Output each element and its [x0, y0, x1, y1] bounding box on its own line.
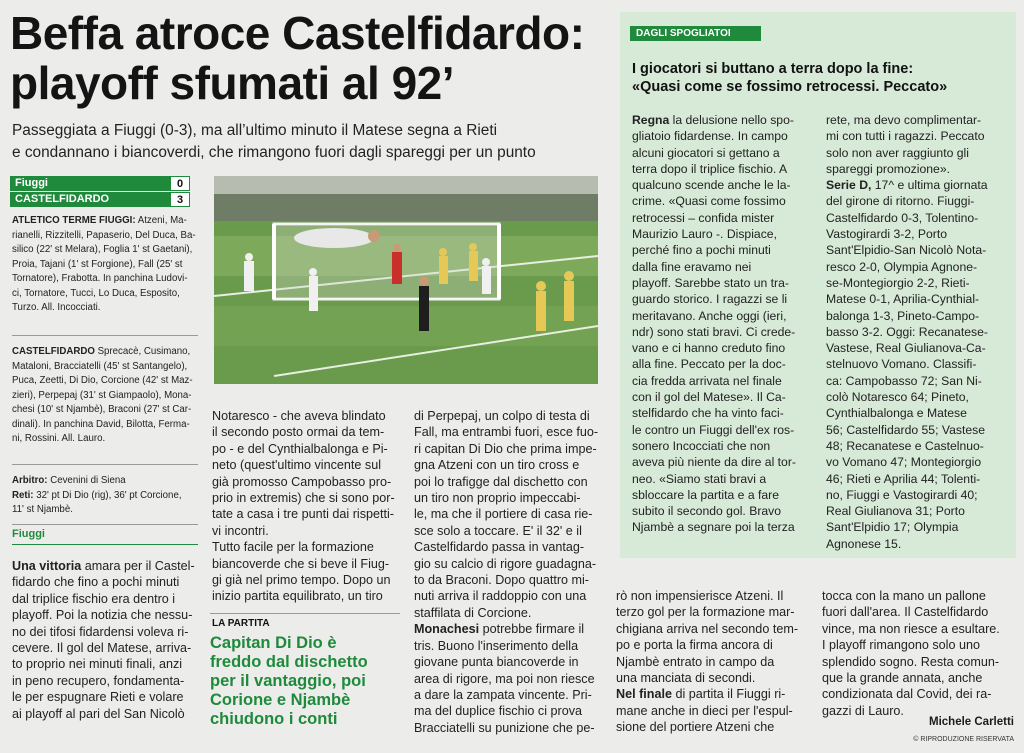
divider — [210, 613, 400, 614]
sidebar-line: resco 2-0, Olympia Agnone- — [826, 259, 978, 274]
goals-lead: Reti: — [12, 489, 34, 501]
subhead-line-2: e condannano i biancoverdi, che rimangono fuori dagli spareggi per un punto — [12, 144, 536, 161]
article-line: il secondo posto ormai da tem- — [212, 425, 385, 440]
article-line: splendido sogno. Resta comun- — [822, 654, 1000, 669]
article-line: Bracciatelli su punizione che pe- — [414, 720, 595, 735]
article-line: fidardo che fino a pochi minuti — [12, 575, 180, 590]
sidebar-line: no, Fiuggi e Vastogirardi 40; — [826, 487, 978, 502]
sidebar-line: stelfidardo che ha vinto faci- — [632, 406, 784, 421]
article-line: potrebbe firmare il — [479, 622, 585, 637]
article-col-2 — [212, 408, 408, 605]
sidebar-line: vano e ci hanno creduto fino — [632, 341, 786, 356]
sidebar-line: ca: Campobasso 72; San Ni- — [826, 373, 982, 388]
article-line: le per espugnare Rieti e volare — [12, 690, 184, 705]
divider — [12, 464, 198, 465]
sidebar-line: sonero Incocciati che non — [632, 438, 771, 453]
headline-line-2: playoff sfumati al 92’ — [10, 57, 455, 109]
sidebar-line: vo Vomano 47; Montegiorgio — [826, 455, 982, 470]
sidebar-line: solo non aver raggiunto gli — [826, 145, 969, 160]
sidebar-line: Njambè a segnare poi la terza — [632, 520, 795, 535]
article-line: ri capitan Di Dio che prima impe- — [414, 441, 597, 456]
article-line: gazzi di Lauro. — [822, 703, 904, 718]
sidebar-line: 46; Rieti e Aprilia 44; Tolenti- — [826, 471, 981, 486]
lineup-line: Mataloni, Bracciatelli (45' st Santangelo), — [12, 360, 188, 372]
article-line: playoff. Poi la notizia che nessu- — [12, 608, 193, 623]
quote-line: freddo dal dischetto — [210, 653, 368, 671]
article-line: po e porta la firma ancora di — [616, 638, 773, 653]
article-line: vi incontri. — [212, 523, 269, 538]
sidebar-line: spareggi promozione». — [826, 161, 950, 176]
sidebar-line: meritavano. Anche oggi (ieri, — [632, 308, 787, 323]
sidebar-line: Sant'Elpidio-San Nicolò Nota- — [826, 243, 987, 258]
article-line: Njambè entrato in campo da — [616, 654, 775, 669]
sidebar-line: Agnonese 15. — [826, 536, 902, 551]
lead-word: Monachesi — [414, 622, 480, 637]
article-line: Tutto facile per la formazione — [212, 540, 374, 555]
sidebar-title-line: «Quasi come se fossimo retrocessi. Peccato» — [632, 79, 948, 95]
article-line: giovane punta biancoverde in — [414, 655, 579, 670]
sidebar-line: basso 3-2. Oggi: Recanatese- — [826, 324, 988, 339]
article-line: prio in extremis) che si sono por- — [212, 491, 395, 506]
lineup-castelfidardo — [12, 345, 202, 447]
article-col-1 — [12, 558, 202, 722]
sidebar-line: Castelfidardo 0-3, Tolentino- — [826, 210, 979, 225]
referee-lead: Arbitro: — [12, 475, 48, 486]
divider — [12, 544, 198, 545]
section-tag-fiuggi: Fiuggi — [12, 528, 45, 540]
sidebar-line: subito il secondo gol. Bravo — [632, 504, 782, 519]
lineup-lead: CASTELFIDARDO — [12, 346, 95, 357]
goals-line: 32' pt Di Dio (rig), 36' pt Corcione, — [33, 489, 182, 501]
sidebar-line: del girone di ritorno. Fiuggi- — [826, 194, 975, 209]
sidebar-line: colò Notaresco 64; Pineto, — [826, 390, 969, 405]
la-partita-tag: LA PARTITA — [212, 618, 270, 629]
article-line: sione del portiere Atzeni che — [616, 720, 775, 735]
sidebar-line: neo. «Siamo stati bravi a — [632, 471, 767, 486]
article-line: biancoverde che si beve il Fiug- — [212, 556, 390, 571]
sidebar-line: gliatoio fidardense. In campo — [632, 129, 788, 144]
lead-word: Regna — [632, 113, 670, 127]
sidebar-line: con il gol del Matese». Il Ca- — [632, 390, 786, 405]
article-line: sce solo a toccare. E' il 32' e il — [414, 523, 582, 538]
article-line: un tiro non proprio impeccabi- — [414, 491, 581, 506]
soccer-photo-image — [214, 176, 598, 384]
article-line: di partita il Fiuggi ri- — [672, 687, 786, 702]
article-line: amara per il Castel- — [81, 559, 195, 573]
sidebar-line: retrocessi – confida mister — [632, 210, 775, 225]
headline — [10, 8, 610, 108]
article-line: rò non impensierisce Atzeni. Il — [616, 589, 784, 603]
match-photo — [214, 176, 598, 384]
sidebar-col-b — [826, 112, 1014, 552]
article-line: Notaresco - che aveva blindato — [212, 409, 386, 423]
sidebar-line: playoff. Sarebbe stato un tra- — [632, 275, 789, 290]
referee-name: Cevenini di Siena — [47, 475, 126, 486]
sidebar-line: aveva più niente da dire al tor- — [632, 455, 796, 470]
headline-line-1: Beffa atroce Castelfidardo: — [10, 7, 585, 59]
sidebar-line: Sant'Elpidio 17; Olympia — [826, 520, 959, 535]
score-row-fiuggi — [10, 176, 190, 191]
article-line: condizionata dal Covid, dei ra- — [822, 687, 992, 702]
article-line: to da Braconi. Dopo quattro mi- — [414, 573, 590, 588]
sidebar-line: Vastogirardi 3-2, Porto — [826, 227, 948, 242]
lead-word: Una vittoria — [12, 559, 82, 573]
lead-word: Serie D, — [826, 178, 872, 193]
sidebar-line: cia fredda arrivata nel finale — [632, 373, 782, 388]
quote-line: chiudono i conti — [210, 710, 338, 728]
copyright-notice: © RIPRODUZIONE RISERVATA — [913, 736, 1014, 743]
article-line: to proprio nei minuti finali, anzi — [12, 657, 183, 672]
article-line: nuti arriva il raddoppio con una — [414, 589, 587, 604]
sidebar-line: perché fino a pochi minuti — [632, 243, 771, 258]
sidebar-line: alla fine. Peccato per la doc- — [632, 357, 786, 372]
sidebar-tag: DAGLI SPOGLIATOI — [630, 26, 761, 41]
subheadline — [12, 120, 612, 164]
article-col-4 — [616, 588, 816, 736]
article-line: no dei tifosi fidardensi voleva ri- — [12, 624, 189, 639]
sidebar-line: guardo storico. I ragazzi se li — [632, 292, 788, 307]
subhead-line-1: Passeggiata a Fiuggi (0-3), ma all’ultimo minuto il Matese segna a Rieti — [12, 122, 498, 139]
article-line: area di rigore, ma poi non riesce — [414, 671, 595, 686]
article-line: cevere. Il gol del Matese, arriva- — [12, 641, 192, 656]
article-line: staffilata di Corcione. — [414, 605, 532, 620]
article-line: gio su calcio di rigore guadagna- — [414, 556, 597, 571]
divider — [12, 335, 198, 336]
article-line: terzo gol per la formazione mar- — [616, 605, 795, 620]
article-line: tate a casa i tre punti dai rispetti- — [212, 507, 395, 522]
lineup-line: dinali). In panchina David, Bilotta, Ferma- — [12, 418, 190, 430]
sidebar-line: se-Montegiorgio 2-2, Rieti- — [826, 275, 970, 290]
quote-line: Corione e Njambè — [210, 691, 351, 709]
sidebar-line: sbloccare la partita e a fare — [632, 487, 780, 502]
article-line: a dare la zampata vincente. Pri- — [414, 687, 592, 702]
article-line: neto (quest'ultimo vincente sul — [212, 458, 382, 473]
team-goals: 3 — [170, 192, 190, 207]
article-line: tocca con la mano un pallone — [822, 589, 986, 603]
sidebar-line: le contro un Fiuggi dell'ex ros- — [632, 422, 795, 437]
sidebar-line: rete, ma devo complimentar- — [826, 113, 982, 127]
article-line: tris. Buono l'inserimento della — [414, 638, 579, 653]
article-line: poi lo trafigge dal dischetto con — [414, 474, 588, 489]
sidebar-line: la delusione nello spo- — [669, 113, 794, 127]
team-goals: 0 — [170, 176, 190, 191]
article-line: dal triplice fischio era dentro i — [12, 591, 176, 606]
sidebar-line: Vastese, Real Giulianova-Ca- — [826, 341, 986, 356]
lineup-line: Sprecacè, Cusimano, — [94, 346, 191, 357]
article-line: Fall, ma entrambi fuori, esce fuo- — [414, 425, 599, 440]
sidebar-line: stelnuovo Vomano. Classifi- — [826, 357, 977, 372]
sidebar-line: dalla fine eravamo nei — [632, 259, 752, 274]
sidebar-line: qualcuno scende anche le la- — [632, 178, 791, 193]
lineup-line: Puca, Zeetti, Di Dio, Corcione (42' st Maz- — [12, 375, 193, 386]
sidebar-line: Maurizio Lauro -. Dispiace, — [632, 227, 777, 242]
lineup-line: silico (22' st Melara), Foglia 1' st Gaetani), — [12, 244, 193, 255]
article-line: gi già nel primo tempo. Dopo un — [212, 573, 391, 588]
article-line: di Perpepaj, un colpo di testa di — [414, 409, 590, 423]
article-line: que la grande annata, anche — [822, 671, 983, 686]
sidebar-line: 48; Recanatese e Castelnuo- — [826, 438, 984, 453]
article-line: ai playoff al pari del San Nicolò — [12, 706, 185, 721]
article-line: mane anche in dieci per l'espul- — [616, 703, 793, 718]
sidebar-line: Real Giulianova 31; Porto — [826, 504, 965, 519]
sidebar-line: mi con tutti i ragazzi. Peccato — [826, 129, 985, 144]
sidebar-line: 17^ e ultima giornata — [871, 178, 988, 193]
sidebar-title-line: I giocatori si buttano a terra dopo la fine: — [632, 61, 914, 77]
sidebar-line: 56; Castelfidardo 55; Vastese — [826, 422, 985, 437]
sidebar-line: balonga 1-3, Pineto-Campo- — [826, 308, 980, 323]
quote-line: per il vantaggio, poi — [210, 672, 366, 690]
lineup-line: ci, Tornatore, Tucci, Lo Duca, Esposito, — [12, 287, 180, 299]
sidebar-col-a — [632, 112, 818, 536]
sidebar-line: Matese 0-1, Aprilia-Cynthial- — [826, 292, 980, 307]
lineup-line: ni, Rossini. All. Lauro. — [12, 433, 106, 444]
article-line: le, ma che il portiere di casa rie- — [414, 507, 593, 522]
sidebar-line: terra dopo il triplice fischio. A — [632, 161, 788, 176]
lineup-fiuggi — [12, 214, 202, 316]
sidebar-line: alcuni giocatori si gettano a — [632, 145, 780, 160]
lineup-line: zieri), Perpepaj (31' st Giampaolo), Mona- — [12, 389, 192, 401]
article-line: una manciata di secondi. — [616, 671, 756, 686]
author-byline: Michele Carletti — [929, 716, 1014, 728]
lineup-line: rianelli, Rizzitelli, Papaserio, Del Duca, Ba- — [12, 229, 196, 241]
sidebar-title — [632, 60, 1012, 96]
article-line: fuori dall'area. Il Castelfidardo — [822, 605, 989, 620]
article-line: inizio partita equilibrato, un tiro — [212, 589, 383, 604]
article-line: già promosso Campobasso pro- — [212, 474, 392, 489]
sidebar-line: Cynthialbalonga e Matese — [826, 406, 967, 421]
lineup-line: Tornatore), Frabotta. In panchina Ludovi- — [12, 273, 188, 284]
sidebar-line: crime. «Quasi come fossimo — [632, 194, 786, 209]
article-line: po - e del Cynthialbalonga e Pi- — [212, 441, 388, 456]
lineup-lead: ATLETICO TERME FIUGGI: — [12, 215, 136, 226]
sidebar-line: ndr) sono stati bravi. Ci crede- — [632, 324, 796, 339]
article-line: vince, ma non riesce a esultare. — [822, 621, 1000, 636]
lineup-line: Turzo. All. Incocciati. — [12, 302, 101, 313]
team-name: Fiuggi — [15, 177, 48, 189]
match-officials — [12, 474, 202, 518]
article-line: Castelfidardo passa in vantag- — [414, 540, 585, 555]
article-col-5 — [822, 588, 1018, 719]
lineup-line: Proia, Tajani (1' st Forgione), Fall (25' st — [12, 258, 183, 270]
article-line: chigiana arriva nel secondo tem- — [616, 621, 799, 636]
team-name: CASTELFIDARDO — [15, 193, 110, 205]
article-line: in peno recupero, fondamenta- — [12, 673, 185, 688]
article-line: ma del duplice fischio ci prova — [414, 704, 582, 719]
pull-quote — [210, 634, 400, 729]
lineup-line: chesi (10' st Njambè), Braconi (27' st Car- — [12, 404, 192, 415]
article-line: gna Atzeni con un tiro cross e — [414, 458, 580, 473]
lead-word: Nel finale — [616, 687, 672, 702]
score-row-castelfidardo — [10, 192, 190, 207]
article-line: I playoff rimangono solo uno — [822, 638, 980, 653]
quote-line: Capitan Di Dio è — [210, 634, 337, 652]
goals-line: 11' st Njambè. — [12, 504, 73, 515]
divider — [12, 524, 198, 525]
article-col-3 — [414, 408, 610, 736]
lineup-line: Atzeni, Ma- — [135, 215, 187, 226]
